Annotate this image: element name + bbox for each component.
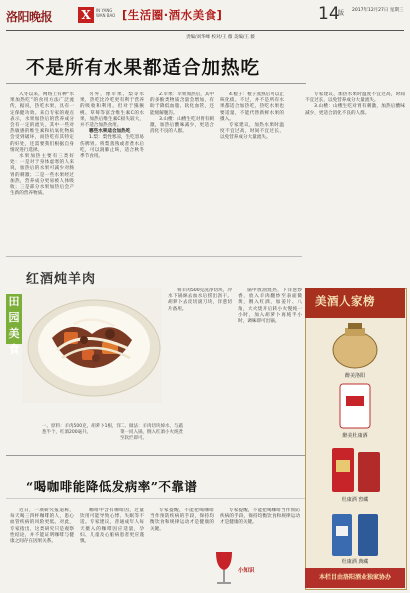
article-paragraph: 近日，一项研究报道称，每天喝三四杯咖啡的人，患心血管疾病的风险更低。对此，专家指出，这类研究只是观察性结论，并不能证明咖啡与健康之间存在因果关系。: [10, 508, 74, 545]
page-number: 14: [318, 4, 340, 24]
article-paragraph: 入冬以来，网络上有种“水果加热吃”的食用方法广泛流传，据说，热吃水果，具有一定保健功效。来自专家的观点表示，水果加热后的营养成分会有一定的流失，其中一些对热敏感的维生素和抗氧化物质会受到破坏，而热吃有其特定的好处，还需要我们根据自身情况进行选择。: [10, 92, 74, 153]
article-paragraph: 3.山楂：山楂生吃对胃有刺激，加热后酸味减少，更适合消化不良的人群。: [150, 116, 214, 135]
recipe-caption-method: 二、做法：羊肉切块焯水，与蔬菜一同入锅，倒入红酒小火炖煮至软烂即可。: [120, 424, 183, 441]
main-article-column-5: [305, 92, 405, 282]
article-paragraph: 水果加热主要有三类好处：一是对于身体虚寒的人来说，加热后的水果可减少对肠胃的刺激；二是一些水果经过加热，营养成分更易被人体吸收；三是部分水果加热后会产生新的营养物质。: [10, 154, 74, 197]
wine-jar-icon: [315, 320, 395, 372]
recipe-column-1: [168, 288, 232, 418]
recipe-paragraph: 将羊肉500克洗净切块，冷水下锅焯去血水后捞出沥干。胡萝卜去皮切滚刀块，洋葱切片备用。: [168, 288, 232, 312]
article-subhead: 哪些水果适合加热吃: [89, 129, 131, 135]
main-article-column-2: [80, 92, 144, 252]
ad-item-label: 醉美杜康酒: [342, 433, 368, 439]
article-paragraph: 2.苹果：苹果加热后，其中的多酚类物质含量会增加，有助于降低血脂、软化血管，还能缓解腹泻。: [150, 92, 214, 116]
recipe-column-2: [238, 288, 302, 448]
main-article-column-3: [150, 92, 214, 252]
article-paragraph: 专家提醒，不能把喝咖啡当作预防疾病的手段，保持均衡饮食和规律运动才是健康的关键。: [220, 508, 300, 526]
recipe-photo: [22, 288, 162, 403]
main-headline: 不是所有水果都适合加热吃: [26, 58, 261, 79]
recipe-tag: 田园美食: [6, 294, 22, 344]
recipe-title: 红酒炖羊肉: [26, 272, 97, 287]
ad-item-label: 杜康酒 窖藏: [341, 497, 369, 503]
lower-article-column-2: [80, 508, 144, 590]
wine-bottle-icon: [318, 506, 392, 558]
masthead-brand: 洛阳晚报: [6, 10, 53, 24]
ad-item-label: 醉美洛阳: [344, 373, 365, 379]
lower-article-column-4: [220, 508, 300, 546]
article-paragraph: 1.梨：梨性寒凉，生吃容易伤脾胃。将梨蒸熟或者煮水后吃，可以润肺止咳，适合秋冬季节食用。: [80, 135, 144, 160]
wine-glass-icon: [208, 548, 240, 588]
wine-bottle-icon: [318, 442, 392, 494]
lower-divider: [6, 498, 306, 499]
ad-footer: 本栏目由洛阳酒业独家协办: [305, 568, 405, 588]
article-paragraph: 专家建议，加热水果时温度不宜过高，时间不宜过长，以免营养成分大量流失。: [305, 92, 405, 104]
lower-article-column-3: [150, 508, 214, 590]
headline-divider: [6, 83, 306, 84]
page-version: 版: [338, 10, 345, 17]
masthead-logo: X: [78, 7, 94, 23]
article-paragraph: 咖啡中含有咖啡因，过量饮用可能导致心悸、失眠等不适。专家建议，普通成年人每天摄入的咖啡因应适量，孕妇、儿童及心脏病患者更应谨慎。: [80, 508, 144, 545]
ad-title: 美酒人家榜: [315, 294, 375, 308]
recipe-paragraph: 锅中放油烧热，下洋葱炒香，放入羊肉翻炒至表面微黄，倒入红酒，加姜片、八角，大火烧开后转小火慢炖一小时，加入胡萝卜再炖半小时，调味即可出锅。: [238, 288, 302, 325]
tip-label: 小知识: [238, 568, 255, 574]
article-paragraph: 另外，像苹果、梨等水果，热吃比冷吃更有利于营养的吸收和利用。但对于猕猴桃、草莓等富含维生素C的水果，加热后维生素C损失较大，并不适合加热食用。: [80, 92, 144, 129]
section-divider: [6, 455, 306, 456]
lower-headline: “喝咖啡能降低发病率”不靠谱: [26, 479, 198, 494]
article-paragraph: 4.橙子：橙子蒸熟后可以止咳化痰。不过，并不是所有水果都适合加热吃，热吃水果也要适量，不能代替新鲜水果的摄入。: [220, 92, 284, 122]
header-divider: [6, 30, 404, 31]
wine-box-icon: [318, 382, 392, 430]
section-title: [生活圈·酒水美食]: [122, 8, 223, 22]
article-paragraph: 专家提醒，不能把喝咖啡当作预防疾病的手段，保持均衡饮食和规律运动才是健康的关键。: [150, 508, 214, 532]
article-paragraph: 3.山楂：山楂生吃对胃有刺激，加热后酸味减少，更适合消化不良的人群。: [305, 104, 405, 116]
main-article-column-1: [10, 92, 74, 252]
masthead-pinyin: IN YANG WAN BAO: [96, 8, 116, 18]
lower-article-column-1: [10, 508, 74, 590]
editor-credits: 责编/刘华峰 校对/王 薇 美编/王 薇: [186, 35, 255, 40]
dateline: 2017年12月27日 星期三: [352, 8, 404, 13]
recipe-caption-ingredients: 一、原料：羊肉500克，胡萝卜1根，洋葱半个，红酒200毫升。: [42, 424, 121, 435]
ad-item-label: 杜康酒 典藏: [341, 559, 369, 565]
article-paragraph: 专家建议，加热水果时温度不宜过高，时间不宜过长，以免营养成分大量流失。: [220, 123, 284, 141]
main-article-column-4: [220, 92, 284, 252]
